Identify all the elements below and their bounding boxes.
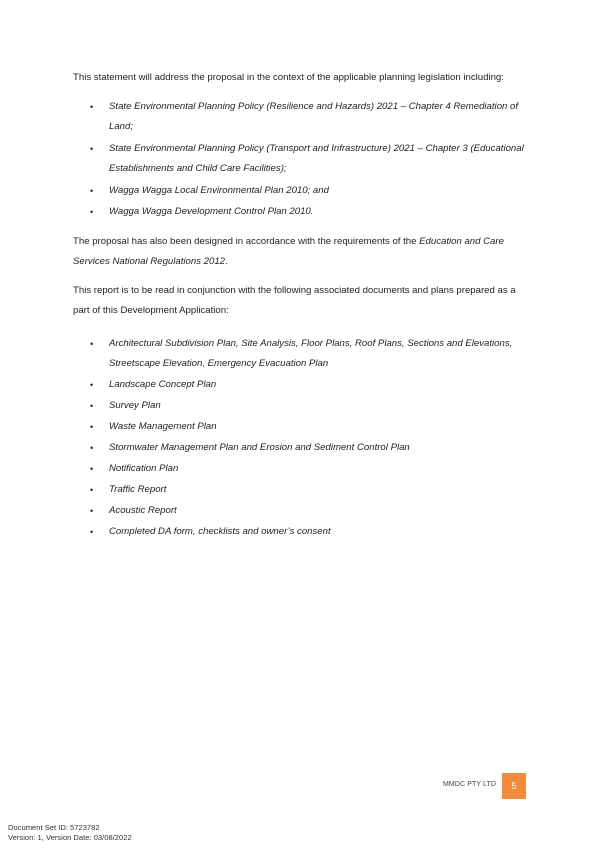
legislation-item-text: Wagga Wagga Development Control Plan 2010. <box>109 206 314 217</box>
bullet-icon: • <box>90 422 94 432</box>
bullet-icon: • <box>90 527 94 537</box>
legislation-item <box>73 139 533 180</box>
document-item-text: Architectural Subdivision Plan, Site Analysis, Floor Plans, Roof Plans, Sections and Elevations, Streetscape Elevation, Emergency Evacuation Plan <box>109 337 513 369</box>
legislation-item <box>73 202 533 223</box>
document-item-text: Completed DA form, checklists and owner’s consent <box>109 526 331 537</box>
document-item-text: Waste Management Plan <box>109 421 217 432</box>
document-item-text: Traffic Report <box>109 484 167 495</box>
document-item <box>73 417 533 438</box>
regulations-paragraph <box>73 232 533 273</box>
bullet-icon: • <box>90 401 94 411</box>
bullet-icon: • <box>90 464 94 474</box>
document-version: Version: 1, Version Date: 03/08/2022 <box>8 833 132 842</box>
document-item-text: Stormwater Management Plan and Erosion and Sediment Control Plan <box>109 442 410 453</box>
documents-list <box>73 334 533 543</box>
bullet-icon: • <box>90 101 94 112</box>
document-set-id: Document Set ID: 5723782 <box>8 823 100 832</box>
document-item-text: Survey Plan <box>109 400 161 411</box>
document-item <box>73 334 533 375</box>
regulations-suffix: . <box>225 256 228 267</box>
document-meta <box>8 823 132 843</box>
page-content <box>73 68 533 543</box>
legislation-item <box>73 97 533 138</box>
document-item <box>73 438 533 459</box>
document-item <box>73 480 533 501</box>
bullet-icon: • <box>90 143 94 154</box>
document-item <box>73 501 533 522</box>
document-item <box>73 522 533 543</box>
bullet-icon: • <box>90 380 94 390</box>
bullet-icon: • <box>90 443 94 453</box>
bullet-icon: • <box>90 185 94 196</box>
document-item-text: Notification Plan <box>109 463 179 474</box>
document-item <box>73 396 533 417</box>
bullet-icon: • <box>90 506 94 516</box>
document-item-text: Acoustic Report <box>109 505 177 516</box>
intro-paragraph: This statement will address the proposal in the context of the applicable planning legislation including: <box>73 72 504 83</box>
legislation-item-text: Wagga Wagga Local Environmental Plan 2010; and <box>109 184 329 196</box>
legislation-list <box>73 97 533 223</box>
bullet-icon: • <box>90 485 94 495</box>
legislation-item <box>73 181 533 202</box>
regulations-text: The proposal has also been designed in accordance with the requirements of the <box>73 235 420 247</box>
document-item-text: Landscape Concept Plan <box>109 379 217 390</box>
bullet-icon: • <box>90 207 94 217</box>
documents-intro-paragraph: This report is to be read in conjunction with the following associated documents and plans prepared as a part of this Development Application: <box>73 284 516 316</box>
document-item <box>73 375 533 396</box>
document-item <box>73 459 533 480</box>
regulations-title: Education and Care Services National Regulations 2012 <box>73 235 504 267</box>
legislation-item-text: State Environmental Planning Policy (Resilience and Hazards) 2021 – Chapter 4 Remediation of Land; <box>109 100 519 132</box>
legislation-item-text: State Environmental Planning Policy (Transport and Infrastructure) 2021 – Chapter 3 (Educational Establishments and Child Care Facilities); <box>109 142 524 174</box>
page-number-badge: 5 <box>502 773 526 799</box>
bullet-icon: • <box>90 338 94 349</box>
footer-company: MMDC PTY LTD <box>443 781 497 788</box>
